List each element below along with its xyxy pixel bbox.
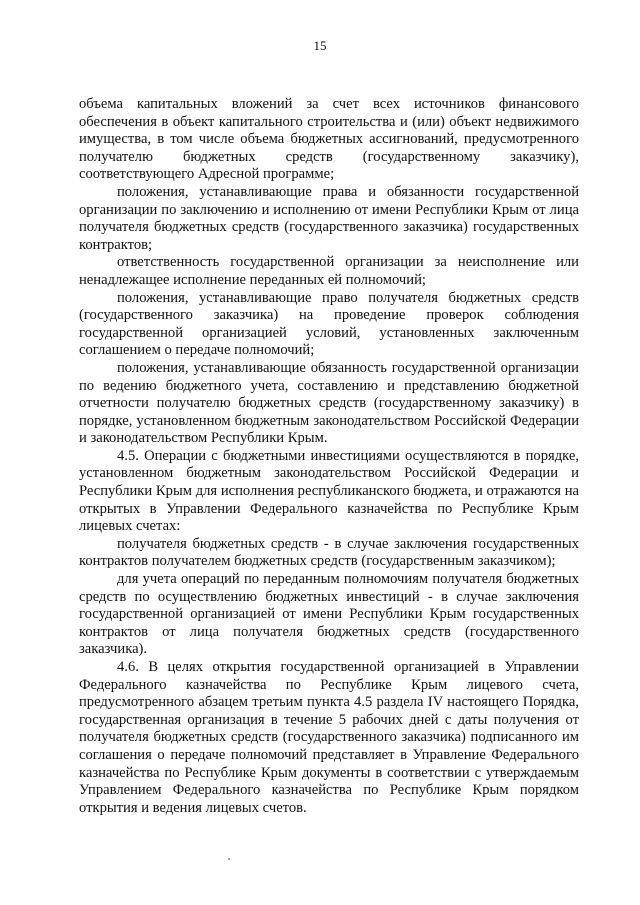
- scan-speck: [228, 858, 230, 860]
- paragraph-accounting-obligation: положения, устанавливающие обязанность государственной организации по ведению бюджетного учета, составлению и представлению бюджетной отчетности получателю бюджетных средств (государственному заказчику) в порядке, установленном бюджетным законодательством Российской Федерации и законодательством Республики Крым.: [79, 359, 579, 447]
- document-body: [79, 96, 579, 817]
- paragraph-clause-4-5: 4.5. Операции с бюджетными инвестициями осуществляются в порядке, установленном бюджетным законодательством Российской Федерации и Республики Крым для исполнения республиканского бюджета, и отражаются на открытых в Управлении Федерального казначейства по Республике Крым лицевых счетах:: [79, 447, 579, 535]
- paragraph-delegated-powers-accounts: для учета операций по переданным полномочиям получателя бюджетных средств по осуществлению бюджетных инвестиций - в случае заключения государственной организацией от имени Республики Крым государственных контрактов от лица получателя бюджетных средств (государственного заказчика).: [79, 571, 579, 658]
- page-number: 15: [313, 38, 327, 53]
- paragraph-capital-investment-volume: объема капитальных вложений за счет всех источников финансового обеспечения в объект капитального строительства и (или) объект недвижимого имущества, в том числе объема бюджетных ассигнований, предусмотренного получателю бюджетных средств (государственному заказчику), соответствующего Адресной программе;: [79, 96, 579, 183]
- paragraph-clause-4-6: 4.6. В целях открытия государственной организацией в Управлении Федерального казначейства по Республике Крым лицевого счета, предусмотренного абзацем третьим пункта 4.5 раздела IV настоящего Порядка, государственная организация в течение 5 рабочих дней с даты получения от получателя бюджетных средств (государственного заказчика) подписанного им соглашения о передаче полномочий представляет в Управление Федерального казначейства по Республике Крым документы в соответствии с утверждаемым Управлением Федерального казначейства по Республике Крым порядком открытия и ведения лицевых счетов.: [79, 659, 579, 816]
- paragraph-rights-obligations: положения, устанавливающие права и обязанности государственной организации по заключению и исполнению от имени Республики Крым от лица получателя бюджетных средств (государственного заказчика) государственных контрактов;: [79, 183, 579, 253]
- paragraph-recipient-accounts: получателя бюджетных средств - в случае заключения государственных контрактов получателем бюджетных средств (государственным заказчиком);: [79, 535, 579, 570]
- paragraph-responsibility: ответственность государственной организации за неисполнение или ненадлежащее исполнение переданных ей полномочий;: [79, 254, 579, 288]
- paragraph-inspection-right: положения, устанавливающие право получателя бюджетных средств (государственного заказчика) на проведение проверок соблюдения государственной организацией условий, установленных заключенным соглашением о передаче полномочий;: [79, 289, 579, 359]
